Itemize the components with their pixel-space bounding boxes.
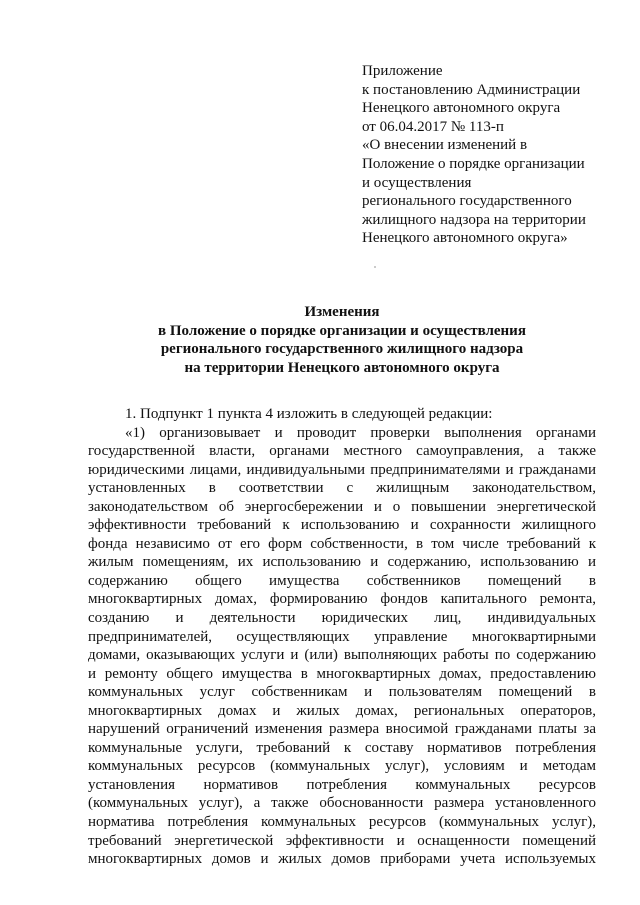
appendix-line: и осуществления — [362, 174, 472, 191]
body-line: законодательством об энергосбережении и о повышении энергетической — [88, 498, 596, 515]
document-title — [90, 303, 594, 377]
body-line: коммунальные услуги, требований к составу нормативов потребления — [88, 739, 596, 756]
body-line: «1) организовывает и проводит проверки выполнения органами — [125, 424, 596, 441]
body-line: 1. Подпункт 1 пункта 4 изложить в следующей редакции: — [125, 406, 493, 422]
appendix-line: Ненецкого автономного округа» — [362, 230, 568, 247]
appendix-line: к постановлению Администрации — [362, 81, 581, 98]
body-line: предпринимателей, осуществляющих управление многоквартирными — [88, 628, 596, 645]
body-line: норматива потребления коммунальных ресурсов (коммунальных услуг), — [88, 814, 596, 831]
body-line: коммунальных услуг собственникам и пользователям помещений в — [88, 684, 596, 701]
title-line: на территории Ненецкого автономного округа — [184, 359, 500, 376]
body-line: домами, оказывающих услуги и (или) выполняющих работы по содержанию — [88, 647, 596, 664]
body-line: установленных в соответствии с жилищным законодательством, — [88, 480, 596, 497]
body-line: и ремонту общего имущества в многоквартирных домах, предоставлению — [88, 665, 596, 682]
appendix-line: Приложение — [362, 63, 443, 79]
body-line: (коммунальных услуг), а также обоснованности размера установленного — [88, 795, 596, 812]
body-line: жилым помещениям, их использованию и содержанию, использованию и — [88, 554, 596, 571]
body-line: нарушений ограничений изменения размера вносимой гражданами платы за — [88, 721, 596, 738]
body-line: созданию и деятельности юридических лиц, индивидуальных — [88, 610, 596, 627]
body-line: юридическими лицами, индивидуальными предпринимателями и гражданами — [88, 461, 596, 478]
appendix-line: Ненецкого автономного округа — [362, 100, 561, 117]
body-line: многоквартирных домов и жилых домов приборами учета используемых — [88, 851, 596, 868]
body-line: установления нормативов потребления коммунальных ресурсов — [88, 776, 596, 793]
document-body — [88, 405, 596, 869]
title-line: в Положение о порядке организации и осуществления — [158, 322, 526, 339]
appendix-line: от 06.04.2017 № 113-п — [362, 118, 504, 135]
body-line: содержанию общего имущества собственников помещений в — [88, 572, 596, 589]
appendix-line: жилищного надзора на территории — [362, 211, 586, 228]
appendix-line: «О внесении изменений в — [362, 137, 528, 154]
body-line: государственной власти, органами местного самоуправления, а также — [88, 443, 596, 460]
appendix-line: Положение о порядке организации — [362, 155, 585, 172]
body-line: требований энергетической эффективности и оснащенности помещений — [88, 832, 596, 849]
body-line: эффективности требований к использованию и сохранности жилищного — [88, 517, 596, 534]
body-line: коммунальных ресурсов (коммунальных услуг), условиям и методам — [88, 758, 596, 775]
body-line: многоквартирных домах и жилых домах, региональных операторов, — [88, 702, 596, 719]
appendix-header — [362, 62, 632, 248]
appendix-line: регионального государственного — [362, 193, 572, 210]
title-line: Изменения — [304, 304, 380, 320]
title-line: регионального государственного жилищного надзора — [160, 341, 524, 358]
body-line: многоквартирных домах, формированию фондов капитального ремонта, — [88, 591, 596, 608]
scan-speck — [374, 266, 376, 268]
body-line: фонда независимо от его форм собственности, в том числе требований к — [88, 535, 596, 552]
